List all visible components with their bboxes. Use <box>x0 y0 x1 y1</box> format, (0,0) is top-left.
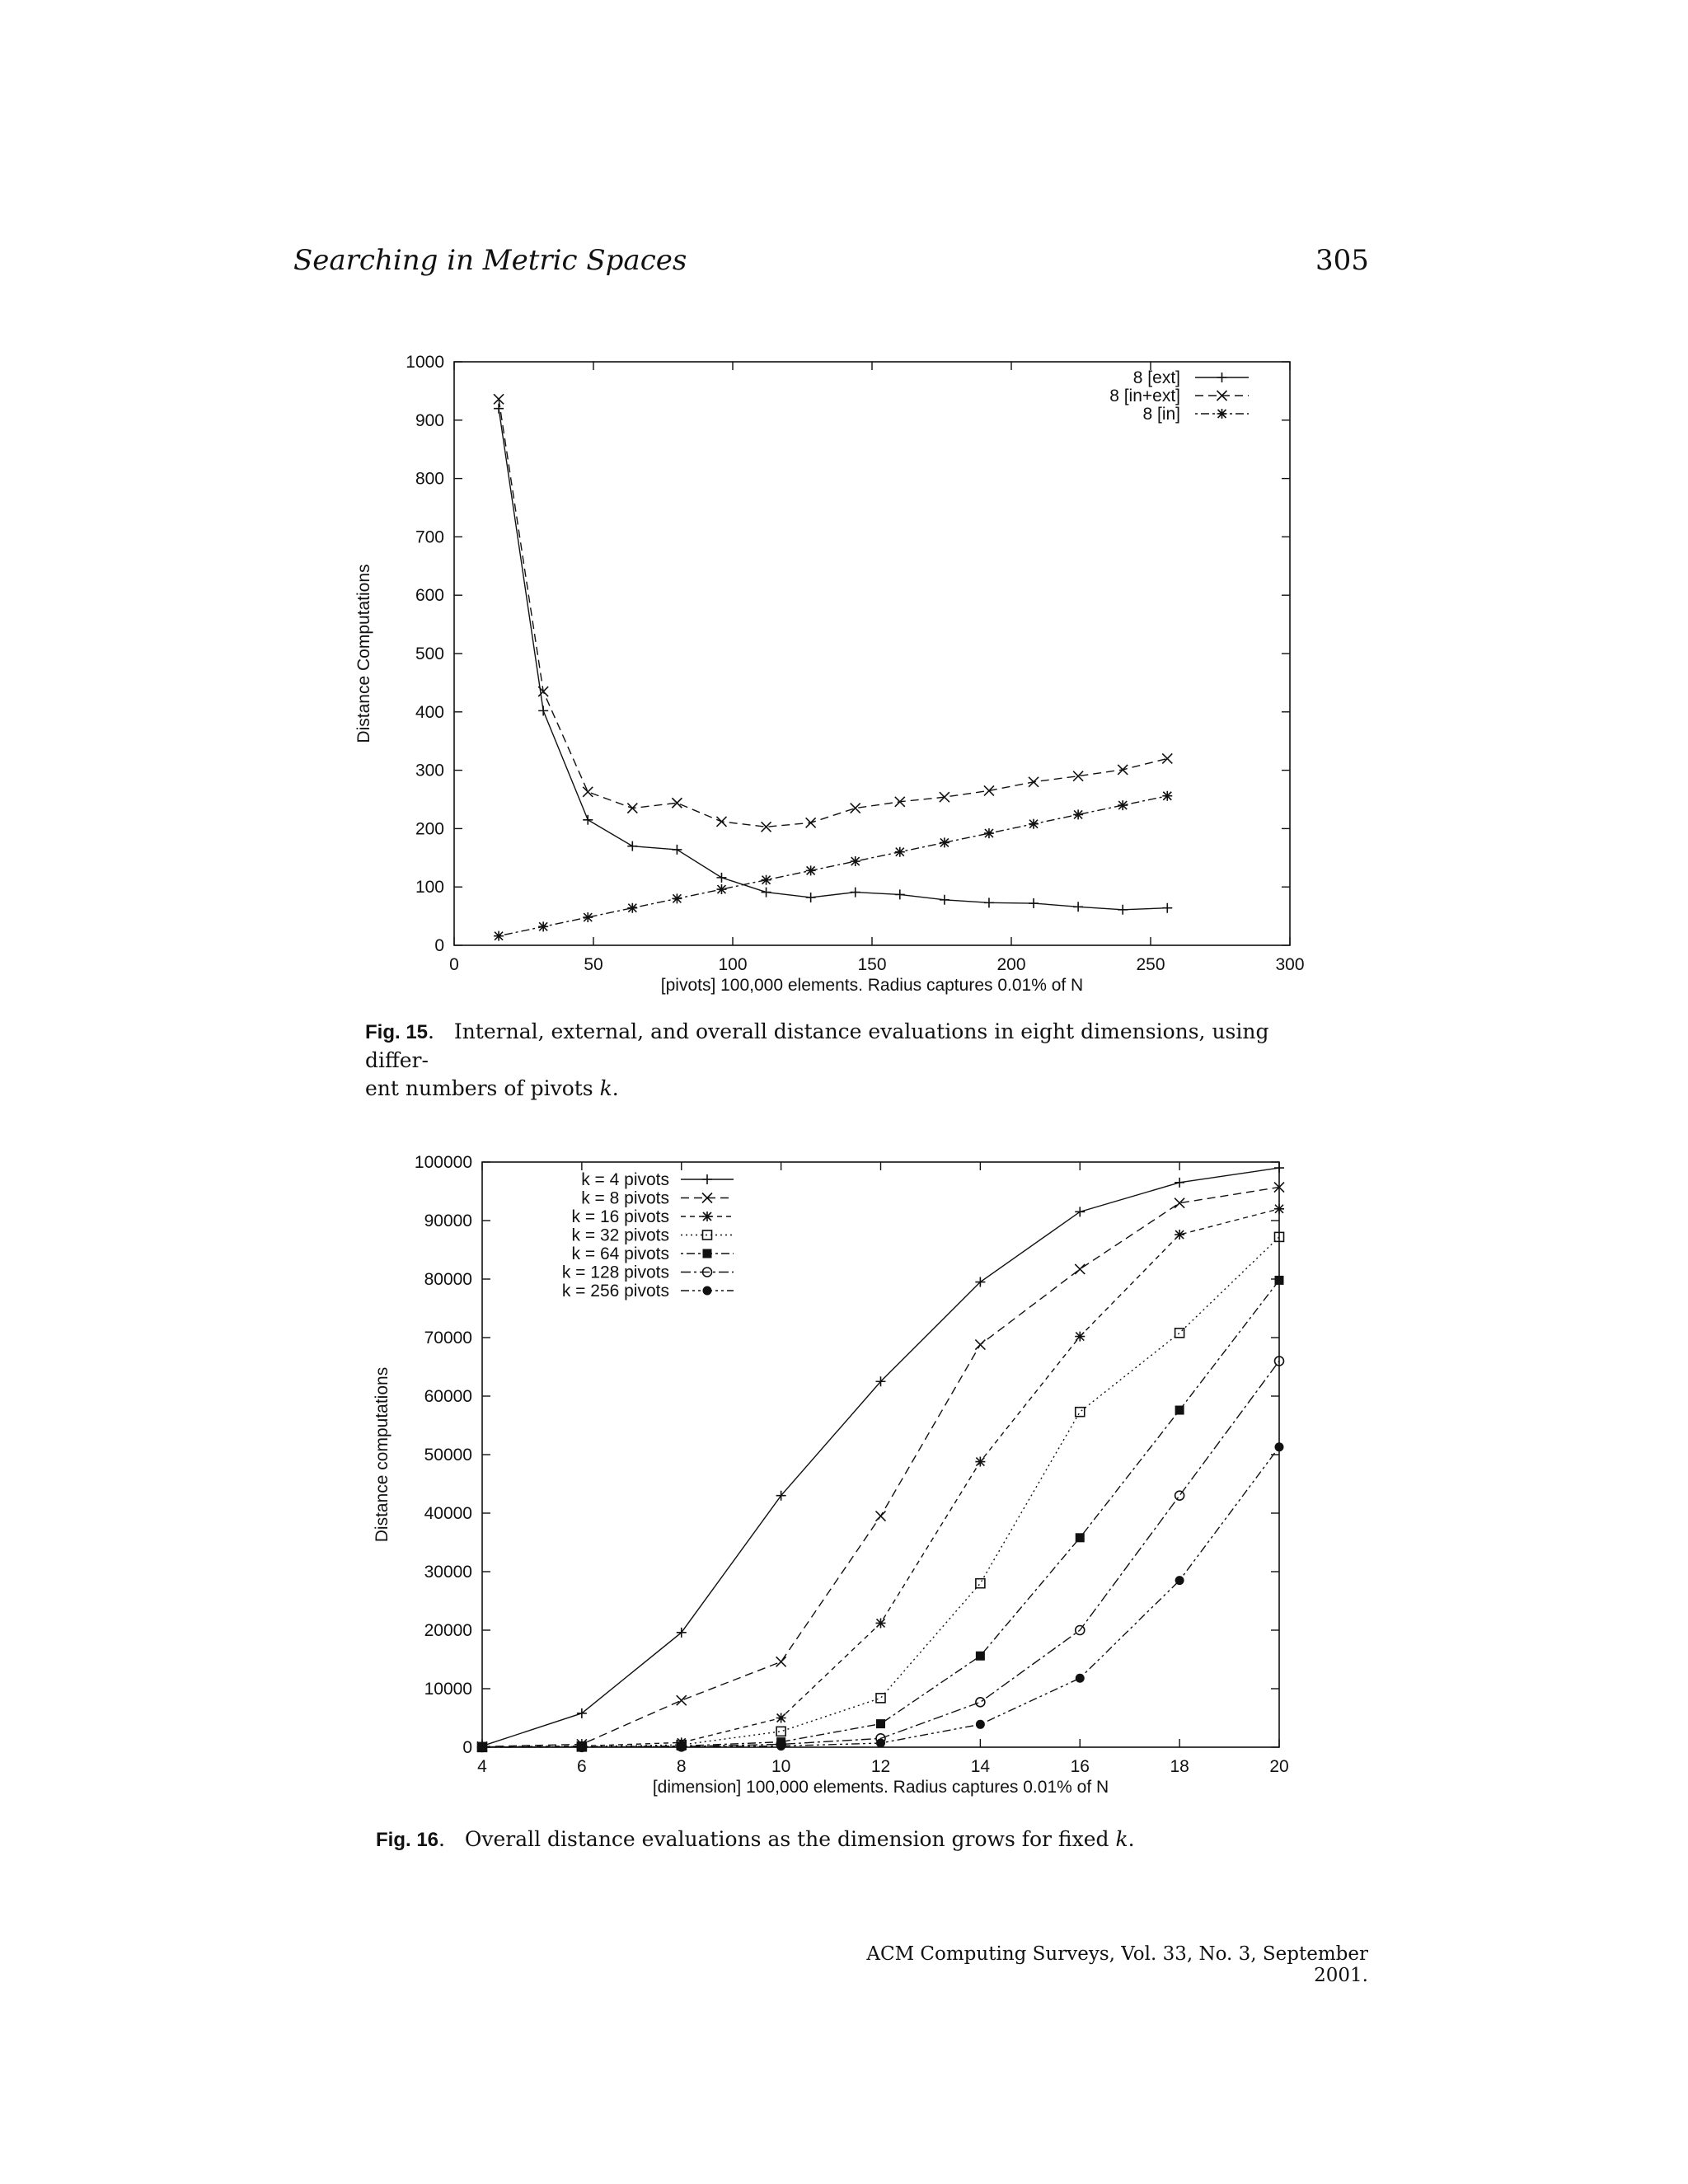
figure-16-caption: Fig. 16. Overall distance evaluations as the dimension grows for fixed k. <box>376 1827 1135 1851</box>
fig16-x-tick-label: 18 <box>1170 1757 1189 1776</box>
fig16-data-point <box>1075 1207 1085 1216</box>
fig15-data-point <box>1118 765 1128 775</box>
fig16-x-tick-label: 14 <box>970 1757 991 1776</box>
fig15-data-point <box>851 888 860 898</box>
fig15-data-point <box>716 884 726 894</box>
fig15-data-point <box>940 837 950 847</box>
fig16-data-point <box>975 1457 985 1467</box>
fig16-data-point <box>1175 1178 1184 1188</box>
fig15-data-point <box>1118 800 1128 810</box>
fig15-data-point <box>895 889 905 899</box>
fig16-data-point <box>577 1739 587 1749</box>
fig16-data-point <box>1275 1357 1284 1366</box>
fig16-data-point <box>876 1734 885 1743</box>
fig16-data-point <box>776 1491 786 1501</box>
fig15-y-tick-label: 100 <box>415 878 444 898</box>
fig16-legend-label: k = 4 pivots <box>581 1170 669 1189</box>
page-number: 305 <box>1315 244 1369 277</box>
fig15-plot-frame <box>454 362 1290 945</box>
fig16-y-tick-label: 20000 <box>424 1621 472 1640</box>
fig15-data-point <box>762 875 771 885</box>
fig16-data-point <box>776 1727 785 1736</box>
fig16-data-point <box>776 1740 785 1749</box>
fig15-x-tick-label: 300 <box>1275 955 1305 974</box>
fig16-series-7 <box>478 1442 1284 1751</box>
fig16-legend-marker <box>703 1230 712 1240</box>
fig16-data-point <box>1076 1626 1085 1635</box>
fig15-data-point <box>672 798 682 808</box>
fig16-data-point <box>1274 1163 1284 1173</box>
fig16-data-point <box>577 1742 586 1751</box>
fig15-legend <box>1109 368 1249 424</box>
fig16-data-point <box>677 1742 686 1751</box>
fig15-data-point <box>583 912 593 922</box>
fig16-y-tick-label: 10000 <box>424 1680 472 1699</box>
fig16-data-point <box>478 1742 487 1751</box>
fig15-legend-label: 8 [ext] <box>1132 368 1180 387</box>
fig16-data-point <box>876 1739 885 1748</box>
fig15-x-tick-label: 100 <box>718 955 748 974</box>
fig15-series-line <box>499 796 1167 936</box>
fig16-x-tick-label: 4 <box>477 1757 487 1776</box>
fig16-data-point <box>975 1277 985 1287</box>
fig16-data-point <box>976 1652 985 1661</box>
fig16-series-line <box>482 1280 1279 1747</box>
fig15-series-3 <box>494 791 1172 941</box>
fig15-data-point <box>627 804 637 813</box>
fig16-data-point <box>876 1376 886 1386</box>
fig15-data-point <box>494 931 504 941</box>
fig16-legend-marker <box>702 1212 712 1221</box>
fig16-data-point <box>976 1579 985 1588</box>
fig16-series-4 <box>478 1232 1284 1751</box>
fig16-series-line <box>482 1209 1279 1747</box>
fig16-legend <box>562 1170 734 1301</box>
fig16-data-point <box>477 1742 487 1752</box>
fig15-y-axis-label: Distance Computations <box>354 564 373 743</box>
fig16-legend-marker <box>703 1249 712 1258</box>
fig16-data-point <box>776 1713 786 1723</box>
fig15-legend-marker <box>1217 373 1227 382</box>
fig15-data-point <box>672 845 682 855</box>
fig16-data-point <box>1175 1406 1184 1415</box>
fig15-x-tick-label: 150 <box>857 955 887 974</box>
fig16-data-point <box>677 1741 686 1750</box>
fig15-data-point <box>895 797 905 807</box>
fig16-y-tick-label: 60000 <box>424 1387 472 1406</box>
fig16-plot-frame <box>482 1162 1279 1747</box>
fig15-data-point <box>494 394 504 404</box>
fig16-data-point <box>1275 1276 1284 1285</box>
fig16-data-point <box>1275 1442 1284 1451</box>
fig16-legend-marker <box>702 1174 712 1184</box>
fig16-y-axis-label: Distance computations <box>373 1366 392 1543</box>
fig16-y-tick-label: 80000 <box>424 1270 472 1289</box>
figure-16-label: Fig. 16 <box>376 1829 439 1851</box>
fig15-data-point <box>538 705 548 715</box>
fig16-data-point <box>876 1511 886 1521</box>
fig16-series-line <box>482 1168 1279 1746</box>
fig16-y-tick-label: 100000 <box>414 1153 472 1172</box>
fig16-data-point <box>975 1340 985 1350</box>
fig15-y-tick-label: 900 <box>415 410 444 430</box>
fig16-series-2 <box>477 1183 1284 1752</box>
figure-16-caption-var: k <box>1115 1827 1128 1851</box>
fig16-series-1 <box>477 1163 1284 1750</box>
fig15-data-point <box>1162 791 1172 801</box>
fig15-data-point <box>762 888 771 898</box>
fig15-y-tick-label: 500 <box>415 644 444 663</box>
fig16-data-point <box>1076 1533 1085 1542</box>
fig15-data-point <box>672 893 682 903</box>
fig16-data-point <box>1075 1332 1085 1342</box>
fig16-x-tick-label: 8 <box>676 1757 687 1776</box>
fig16-series-5 <box>478 1276 1284 1752</box>
fig16-legend-label: k = 128 pivots <box>561 1263 669 1282</box>
fig16-legend-marker <box>703 1286 712 1296</box>
fig16-series-line <box>482 1361 1279 1747</box>
fig16-data-point <box>677 1741 686 1750</box>
running-title: Searching in Metric Spaces <box>293 244 687 277</box>
fig15-y-tick-label: 1000 <box>406 353 444 372</box>
fig15-data-point <box>1029 777 1039 787</box>
fig15-data-point <box>940 792 950 802</box>
fig15-y-tick-label: 300 <box>415 761 444 780</box>
fig16-data-point <box>577 1741 587 1751</box>
fig15-data-point <box>716 817 726 827</box>
fig15-data-point <box>762 822 771 832</box>
fig16-series-3 <box>477 1204 1284 1752</box>
fig16-legend-label: k = 16 pivots <box>571 1207 669 1226</box>
fig16-data-point <box>776 1737 785 1746</box>
fig16-data-point <box>1175 1329 1184 1338</box>
fig16-y-tick-label: 0 <box>462 1738 472 1757</box>
figure-15-caption: Fig. 15. Internal, external, and overall distance evaluations in eight dimensions, using differ- ent numbers of pivots k. <box>365 1019 1269 1100</box>
fig16-data-point <box>1274 1183 1284 1193</box>
fig16-data-point <box>776 1657 786 1666</box>
figure-16-caption-end: . <box>1128 1827 1135 1851</box>
fig16-legend-label: k = 256 pivots <box>561 1282 669 1301</box>
fig16-series-line <box>482 1447 1279 1747</box>
fig15-data-point <box>1029 819 1039 829</box>
fig15-data-point <box>583 787 593 797</box>
fig15-plot <box>354 353 1305 995</box>
figure-15-caption-text: Internal, external, and overall distance evaluations in eight dimensions, using differ- <box>365 1019 1269 1072</box>
fig16-data-point <box>577 1742 586 1751</box>
fig16-x-tick-label: 6 <box>577 1757 587 1776</box>
fig15-y-tick-label: 600 <box>415 586 444 606</box>
fig16-legend-label: k = 8 pivots <box>581 1188 669 1208</box>
fig15-y-tick-label: 200 <box>415 819 444 839</box>
fig16-data-point <box>876 1719 885 1728</box>
fig15-data-point <box>1118 905 1128 915</box>
fig15-data-point <box>1073 902 1083 912</box>
fig15-data-point <box>1073 809 1083 819</box>
footer-citation: ACM Computing Surveys, Vol. 33, No. 3, September 2001. <box>866 1943 1368 1986</box>
fig16-legend-label: k = 64 pivots <box>571 1244 669 1263</box>
fig16-y-tick-label: 50000 <box>424 1446 472 1465</box>
fig15-legend-label: 8 [in+ext] <box>1109 387 1180 405</box>
fig15-y-tick-label: 400 <box>415 702 444 722</box>
fig15-data-point <box>1162 903 1172 913</box>
fig16-data-point <box>577 1742 586 1751</box>
figure-15-caption-var: k <box>599 1076 612 1100</box>
fig15-data-point <box>538 687 548 696</box>
fig16-data-point <box>1076 1674 1085 1683</box>
fig16-x-tick-label: 20 <box>1269 1757 1289 1776</box>
fig15-data-point <box>895 847 905 857</box>
fig16-data-point <box>1076 1408 1085 1417</box>
fig16-y-tick-label: 30000 <box>424 1563 472 1582</box>
fig16-data-point <box>477 1741 487 1751</box>
fig15-data-point <box>806 865 816 875</box>
fig16-legend-marker <box>702 1193 712 1203</box>
fig16-data-point <box>1175 1576 1184 1585</box>
fig16-data-point <box>976 1698 985 1707</box>
fig16-data-point <box>577 1708 587 1718</box>
fig16-data-point <box>976 1720 985 1729</box>
fig16-data-point <box>776 1741 785 1750</box>
fig16-data-point <box>477 1741 487 1751</box>
fig16-legend-label: k = 32 pivots <box>571 1226 669 1245</box>
fig16-x-axis-label: [dimension] 100,000 elements. Radius captures 0.01% of N <box>652 1778 1109 1797</box>
fig15-data-point <box>538 921 548 931</box>
fig15-data-point <box>1162 753 1172 763</box>
fig15-y-tick-label: 800 <box>415 469 444 489</box>
fig16-data-point <box>1175 1198 1184 1208</box>
figure-15-caption-text-2: ent numbers of pivots <box>365 1076 600 1100</box>
fig15-data-point <box>806 818 816 827</box>
figure-15-caption-end: . <box>612 1076 619 1100</box>
fig15-data-point <box>583 815 593 825</box>
fig16-data-point <box>577 1742 586 1751</box>
fig15-data-point <box>627 841 637 851</box>
fig15-x-tick-label: 250 <box>1136 955 1165 974</box>
fig15-data-point <box>940 895 950 905</box>
fig15-data-point <box>806 893 816 902</box>
fig16-x-tick-label: 16 <box>1070 1757 1090 1776</box>
fig16-y-tick-label: 90000 <box>424 1212 472 1230</box>
fig15-series-line <box>499 409 1167 910</box>
fig15-y-tick-label: 700 <box>415 527 444 547</box>
fig15-data-point <box>984 828 994 838</box>
fig16-x-tick-label: 10 <box>771 1757 791 1776</box>
fig15-data-point <box>984 785 994 795</box>
fig16-data-point <box>1274 1204 1284 1214</box>
fig16-data-point <box>1175 1230 1184 1240</box>
fig16-data-point <box>876 1694 885 1703</box>
fig16-series-6 <box>478 1357 1284 1752</box>
fig15-legend-label: 8 [in] <box>1142 405 1180 424</box>
fig15-data-point <box>1029 898 1039 908</box>
fig16-plot <box>373 1153 1289 1797</box>
fig16-y-tick-label: 70000 <box>424 1329 472 1347</box>
fig16-data-point <box>677 1737 687 1747</box>
fig15-legend-marker <box>1217 409 1227 419</box>
fig15-data-point <box>1073 771 1083 781</box>
fig16-legend-marker <box>703 1268 712 1277</box>
fig15-y-tick-label: 0 <box>434 936 444 955</box>
fig16-data-point <box>1275 1232 1284 1241</box>
fig15-legend-marker <box>1217 391 1227 401</box>
figure-15-label: Fig. 15 <box>365 1021 429 1043</box>
fig16-data-point <box>876 1618 886 1628</box>
fig15-data-point <box>716 873 726 883</box>
fig16-series-line <box>482 1188 1279 1747</box>
fig15-series-1 <box>494 404 1172 915</box>
fig16-series-line <box>482 1237 1279 1747</box>
fig16-data-point <box>478 1742 487 1751</box>
fig15-data-point <box>627 903 637 913</box>
fig16-data-point <box>478 1742 487 1751</box>
fig16-data-point <box>677 1742 686 1751</box>
fig15-series-2 <box>494 394 1172 832</box>
fig15-data-point <box>851 856 860 866</box>
fig15-x-tick-label: 0 <box>449 955 459 974</box>
fig15-x-tick-label: 50 <box>584 955 603 974</box>
fig15-x-tick-label: 200 <box>996 955 1026 974</box>
fig15-data-point <box>984 898 994 907</box>
fig15-series-line <box>499 399 1167 827</box>
fig16-data-point <box>1075 1264 1085 1274</box>
fig16-data-point <box>1175 1491 1184 1500</box>
fig16-data-point <box>478 1742 487 1751</box>
fig15-x-axis-label: [pivots] 100,000 elements. Radius captures 0.01% of N <box>660 976 1084 995</box>
fig15-data-point <box>851 804 860 813</box>
figure-16-caption-text: Overall distance evaluations as the dimension grows for fixed <box>464 1827 1116 1851</box>
fig16-y-tick-label: 40000 <box>424 1504 472 1523</box>
fig16-x-tick-label: 12 <box>870 1757 891 1776</box>
fig16-data-point <box>677 1628 687 1638</box>
fig16-data-point <box>677 1695 687 1705</box>
fig15-data-point <box>494 404 504 414</box>
